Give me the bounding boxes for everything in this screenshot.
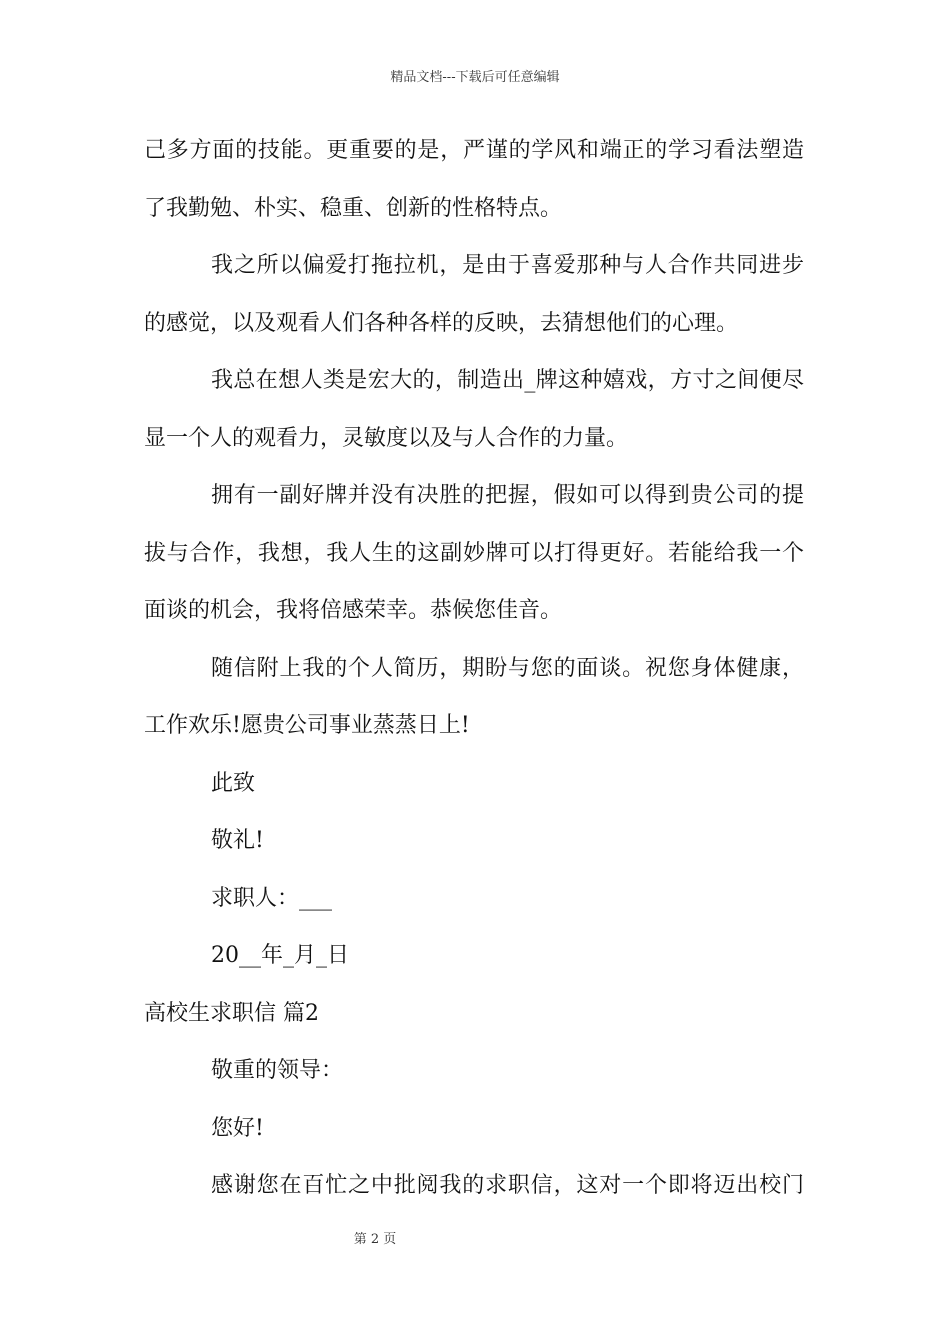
text-line: 己多方面的技能。更重要的是，严谨的学风和端正的学习看法塑造 (144, 138, 804, 163)
text-line: 面谈的机会，我将倍感荣幸。恭候您佳音。 (144, 598, 563, 623)
signature-line: 求职人：___ (211, 885, 333, 911)
greeting-line: 您好! (211, 1115, 264, 1141)
closing-line: 此致 (211, 770, 256, 796)
paragraph-start-line: 我之所以偏爱打拖拉机，是由于喜爱那种与人合作共同进步 (211, 253, 804, 278)
date-line: 20__年_月_日 (211, 943, 349, 968)
text-line: 拔与合作，我想，我人生的这副妙牌可以打得更好。若能给我一个 (144, 540, 804, 566)
text-line: 了我勤勉、朴实、稳重、创新的性格特点。 (144, 195, 563, 221)
paragraph-start-line: 感谢您在百忙之中批阅我的求职信，这对一个即将迈出校门 (211, 1173, 804, 1198)
salutation-line: 敬礼! (211, 828, 264, 853)
section-title: 高校生求职信 篇2 (144, 1000, 319, 1026)
text-line: 显一个人的观看力，灵敏度以及与人合作的力量。 (144, 425, 629, 451)
paragraph-start-line: 随信附上我的个人简历，期盼与您的面谈。祝您身体健康， (211, 655, 804, 681)
greeting-line: 敬重的领导： (211, 1058, 344, 1083)
page-number: 第 2 页 (353, 1232, 397, 1247)
text-line: 的感觉，以及观看人们各种各样的反映，去猜想他们的心理。 (144, 310, 739, 336)
document-body (144, 136, 804, 1229)
paragraph-start-line: 我总在想人类是宏大的，制造出_牌这种嬉戏，方寸之间便尽 (211, 368, 804, 393)
paragraph-start-line: 拥有一副好牌并没有决胜的把握，假如可以得到贵公司的提 (211, 483, 804, 508)
page-header: 精品文档---下载后可任意编辑 (390, 70, 560, 85)
text-line: 工作欢乐!愿贵公司事业蒸蒸日上! (144, 713, 470, 738)
